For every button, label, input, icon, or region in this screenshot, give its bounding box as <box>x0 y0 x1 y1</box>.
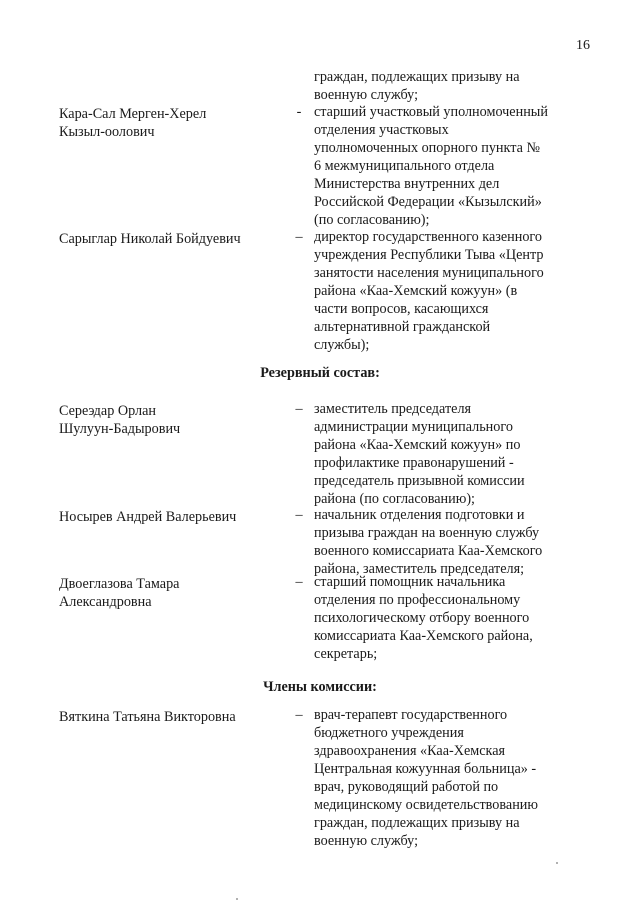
text-line: старший помощник начальника <box>314 574 506 590</box>
text-line: граждан, подлежащих призыву на <box>314 69 520 85</box>
text-line: отделения по профессиональному <box>314 592 521 608</box>
text-line: призыва граждан на военную службу <box>314 525 540 541</box>
name-line: Сарыглар Николай Бойдуевич <box>59 231 241 247</box>
text-line: (по согласованию); <box>314 212 430 228</box>
text-line: секретарь; <box>314 646 378 662</box>
text-line: района (по согласованию); <box>314 491 475 507</box>
text-line: начальник отделения подготовки и <box>314 507 525 523</box>
members-heading: Члены комиссии: <box>263 679 377 695</box>
scan-speck <box>236 898 238 900</box>
continuation-text <box>314 68 570 104</box>
text-line: здравоохранения «Каа-Хемская <box>314 743 506 759</box>
member-role <box>314 400 570 508</box>
text-line: занятости населения муниципального <box>314 265 544 281</box>
text-line: службы); <box>314 337 370 353</box>
text-line: района, заместитель председателя; <box>314 561 525 577</box>
text-line: старший участковый уполномоченный <box>314 104 548 120</box>
separator-dash: – <box>295 574 303 590</box>
member-role <box>314 706 570 850</box>
text-line: психологическому отбору военного <box>314 610 530 626</box>
text-line: района «Каа-Хемский кожуун» (в <box>314 283 518 299</box>
text-line: отделения участковых <box>314 122 449 138</box>
member-role <box>314 103 570 229</box>
text-line: врач, руководящий работой по <box>314 779 499 795</box>
text-line: 6 межмуниципального отдела <box>314 158 495 174</box>
separator-dash: – <box>295 507 303 523</box>
text-line: граждан, подлежащих призыву на <box>314 815 520 831</box>
separator-dash: – <box>295 401 303 417</box>
reserve-heading: Резервный состав: <box>260 365 380 381</box>
text-line: администрации муниципального <box>314 419 513 435</box>
text-line: Министерства внутренних дел <box>314 176 500 192</box>
name-line: Шулуун-Бадырович <box>59 421 181 437</box>
scan-speck <box>556 862 558 864</box>
name-line: Кызыл-оолович <box>59 124 155 140</box>
name-line: Двоеглазова Тамара <box>59 576 180 592</box>
name-line: Кара-Сал Мерген-Херел <box>59 106 207 122</box>
text-line: альтернативной гражданской <box>314 319 491 335</box>
text-line: района «Каа-Хемский кожуун» по <box>314 437 521 453</box>
text-line: бюджетного учреждения <box>314 725 464 741</box>
text-line: комиссариата Каа-Хемского района, <box>314 628 533 644</box>
text-line: военную службу; <box>314 833 419 849</box>
text-line: Российской Федерации «Кызылский» <box>314 194 542 210</box>
separator-dash: - <box>296 104 302 120</box>
member-role <box>314 573 570 663</box>
text-line: директор государственного казенного <box>314 229 542 245</box>
text-line: учреждения Республики Тыва «Центр <box>314 247 544 263</box>
text-line: военную службу; <box>314 87 419 103</box>
text-line: Центральная кожуунная больница» - <box>314 761 537 777</box>
text-line: части вопросов, касающихся <box>314 301 489 317</box>
member-name <box>59 402 269 438</box>
text-line: врач-терапевт государственного <box>314 707 508 723</box>
member-role <box>314 228 570 354</box>
member-name <box>59 575 269 611</box>
text-line: уполномоченных опорного пункта № <box>314 140 540 156</box>
name-line: Носырев Андрей Валерьевич <box>59 509 237 525</box>
member-name <box>59 508 269 526</box>
text-line: военного комиссариата Каа-Хемского <box>314 543 543 559</box>
text-line: медицинскому освидетельствованию <box>314 797 538 813</box>
member-name <box>59 708 269 726</box>
text-line: заместитель председателя <box>314 401 472 417</box>
name-line: Сереэдар Орлан <box>59 403 156 419</box>
text-line: председатель призывной комиссии <box>314 473 525 489</box>
name-line: Вяткина Татьяна Викторовна <box>59 709 236 725</box>
member-role <box>314 506 570 578</box>
page-number: 16 <box>576 38 590 53</box>
member-name <box>59 230 269 248</box>
name-line: Александровна <box>59 594 152 610</box>
separator-dash: – <box>295 707 303 723</box>
separator-dash: – <box>295 229 303 245</box>
text-line: профилактике правонарушений - <box>314 455 514 471</box>
member-name <box>59 105 269 141</box>
